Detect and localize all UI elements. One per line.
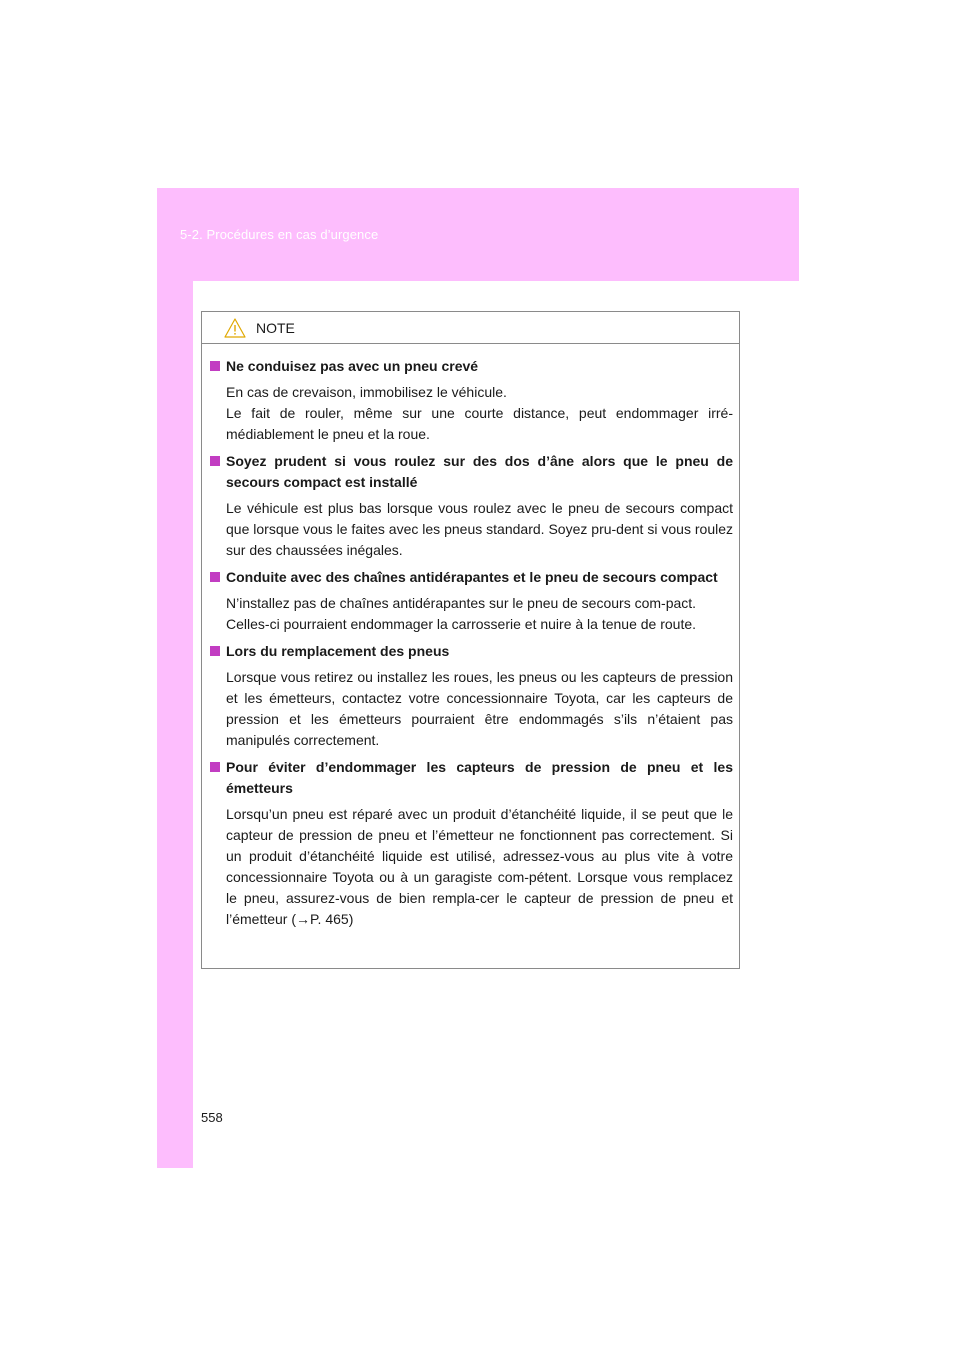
square-bullet-icon: [210, 646, 220, 656]
note-header: [202, 312, 739, 344]
square-bullet-icon: [210, 572, 220, 582]
side-band: [157, 281, 193, 1168]
note-item: [210, 451, 733, 561]
note-title: NOTE: [256, 320, 295, 336]
note-body: [202, 344, 739, 930]
note-item-heading-text: Lors du remplacement des pneus: [226, 643, 450, 659]
note-item-heading-text: Pour éviter d’endommager les capteurs de pression de pneu et les émetteurs: [226, 759, 733, 796]
note-item-paragraph: Lorsqu’un pneu est réparé avec un produit d’étanchéité liquide, il se peut que le capteur de pression de pneu et l’émetteur ne fonctionnent pas correctement. Si un produit d’étanchéité liquide est utilisé, adressez-vous au plus vite à votre concessionnaire Toyota ou à un garagiste com-pétent. Lorsque vous remplacez le pneu, assurez-vous de bien rempla-cer le capteur de pression de pneu et l’émetteur (→P. 465): [226, 806, 733, 927]
note-item-heading: [210, 567, 733, 588]
note-item: [210, 641, 733, 751]
note-item: [210, 567, 733, 635]
note-item-heading: [210, 451, 733, 493]
note-item: [210, 356, 733, 445]
page-number: 558: [201, 1110, 223, 1125]
note-item-heading-text: Soyez prudent si vous roulez sur des dos d’âne alors que le pneu de secours compact est installé: [226, 453, 733, 490]
note-item-paragraph: En cas de crevaison, immobilisez le véhicule.: [226, 384, 507, 400]
note-item-paragraph: Le fait de rouler, même sur une courte distance, peut endommager irré-médiablement le pneu et la roue.: [226, 405, 733, 442]
square-bullet-icon: [210, 456, 220, 466]
note-item-heading: [210, 356, 733, 377]
note-item-heading: [210, 641, 733, 662]
square-bullet-icon: [210, 762, 220, 772]
note-item-paragraph: Celles-ci pourraient endommager la carrosserie et nuire à la tenue de route.: [226, 616, 697, 632]
note-item-paragraph: Lorsque vous retirez ou installez les roues, les pneus ou les capteurs de pression et les émetteurs, contactez votre concessionnaire Toyota, car les capteurs de pression et les émetteurs pourraient être endommagés s’ils n’étaient pas manipulés correctement.: [226, 669, 733, 748]
note-item: [210, 757, 733, 930]
note-box: [201, 311, 740, 969]
section-title: 5-2. Procédures en cas d’urgence: [180, 227, 379, 242]
warning-triangle-icon: [224, 318, 246, 338]
note-item-paragraph: Le véhicule est plus bas lorsque vous roulez avec le pneu de secours compact que lorsque vous le faites avec les pneus standard. Soyez pru-dent si vous roulez sur des chaussées inégales.: [226, 500, 733, 558]
note-item-heading-text: Ne conduisez pas avec un pneu crevé: [226, 358, 479, 374]
square-bullet-icon: [210, 361, 220, 371]
note-item-heading-text: Conduite avec des chaînes antidérapantes et le pneu de secours compact: [226, 569, 718, 585]
note-item-paragraph: N’installez pas de chaînes antidérapantes sur le pneu de secours com-pact.: [226, 595, 697, 611]
note-item-heading: [210, 757, 733, 799]
